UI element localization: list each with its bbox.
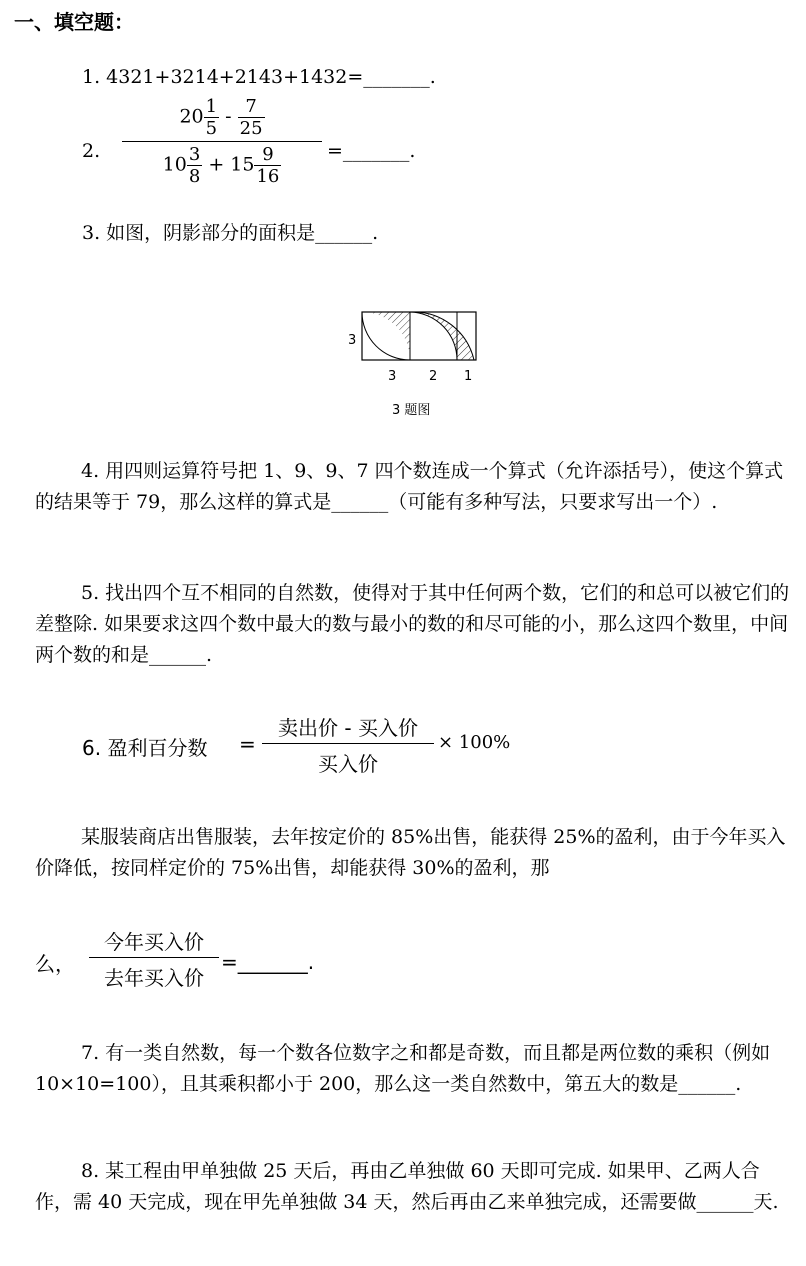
- question-1: 1. 4321+3214+2143+1432=_______.: [82, 66, 436, 88]
- whole-number: 10: [162, 153, 187, 176]
- profit-numerator: 卖出价 - 买入价: [262, 712, 434, 744]
- fraction-den: 25: [239, 118, 263, 139]
- times-hundred-percent: × 100%: [438, 732, 511, 753]
- ratio-fraction: [89, 926, 219, 991]
- fraction-den: 5: [205, 118, 218, 139]
- question-6-label: 6. 盈利百分数: [82, 736, 208, 760]
- fraction-den: 8: [188, 166, 201, 187]
- question-5: 5. 找出四个互不相同的自然数，使得对于其中任何两个数，它们的和总可以被它们的差整除. 如果要求这四个数中最大的数与最小的数的和尽可能的小，那么这四个数里，中间两个数的和是______.: [35, 582, 790, 666]
- fig-bottom-label-1: 3: [388, 369, 397, 384]
- question-3-figure: [340, 304, 490, 424]
- fraction: [238, 96, 265, 139]
- question-2-label: 2.: [82, 140, 101, 162]
- fraction-num: 3: [188, 144, 201, 165]
- question-2-answer-blank: =_______.: [327, 140, 416, 162]
- whole-number: 20: [179, 105, 204, 128]
- operator: -: [225, 105, 232, 128]
- question-2-fraction: [122, 96, 322, 187]
- profit-denominator: 买入价: [318, 752, 378, 776]
- shaded-area-figure: [340, 304, 490, 424]
- fraction-num: 1: [205, 96, 218, 117]
- question-4: 4. 用四则运算符号把 1、9、9、7 四个数连成一个算式（允许添括号），使这个算式的结果等于 79，那么这样的算式是______（可能有多种写法，只要求写出一个）.: [35, 460, 784, 513]
- section-heading: 一、填空题：: [14, 10, 134, 34]
- ratio-prefix: 么，: [35, 952, 75, 976]
- fraction-den: 16: [256, 166, 280, 187]
- ratio-denominator: 去年买入价: [104, 966, 204, 990]
- ratio-answer-blank: =_______.: [221, 950, 315, 974]
- fraction: [254, 144, 281, 187]
- fraction: [204, 96, 219, 139]
- question-6-paragraph: 某服装商店出售服装，去年按定价的 85%出售，能获得 25%的盈利，由于今年买入价降低，按同样定价的 75%出售，却能获得 30%的盈利，那: [35, 826, 786, 879]
- fig-caption: 3 题图: [392, 403, 431, 418]
- fig-bottom-label-2: 2: [429, 369, 438, 384]
- equals-sign: =: [239, 732, 256, 756]
- operator: +: [208, 153, 225, 176]
- question-2-denominator: [122, 141, 322, 187]
- profit-fraction: [262, 712, 434, 777]
- fraction-num: 7: [238, 96, 265, 118]
- question-2-numerator: [122, 96, 322, 141]
- fig-left-label: 3: [348, 333, 357, 348]
- fraction-num: 9: [254, 144, 281, 166]
- question-8: 8. 某工程由甲单独做 25 天后，再由乙单独做 60 天即可完成. 如果甲、乙两人合作，需 40 天完成，现在甲先单独做 34 天，然后再由乙来单独完成，还需要做______天.: [35, 1160, 779, 1213]
- fraction: [187, 144, 202, 187]
- question-7: 7. 有一类自然数，每一个数各位数字之和都是奇数，而且都是两位数的乘积（例如 10×10=100），且其乘积都小于 200，那么这一类自然数中，第五大的数是______.: [35, 1042, 771, 1095]
- fig-bottom-label-3: 1: [464, 369, 473, 384]
- whole-number: 15: [230, 153, 255, 176]
- ratio-numerator: 今年买入价: [89, 926, 219, 958]
- question-3: 3. 如图，阴影部分的面积是______.: [82, 222, 379, 244]
